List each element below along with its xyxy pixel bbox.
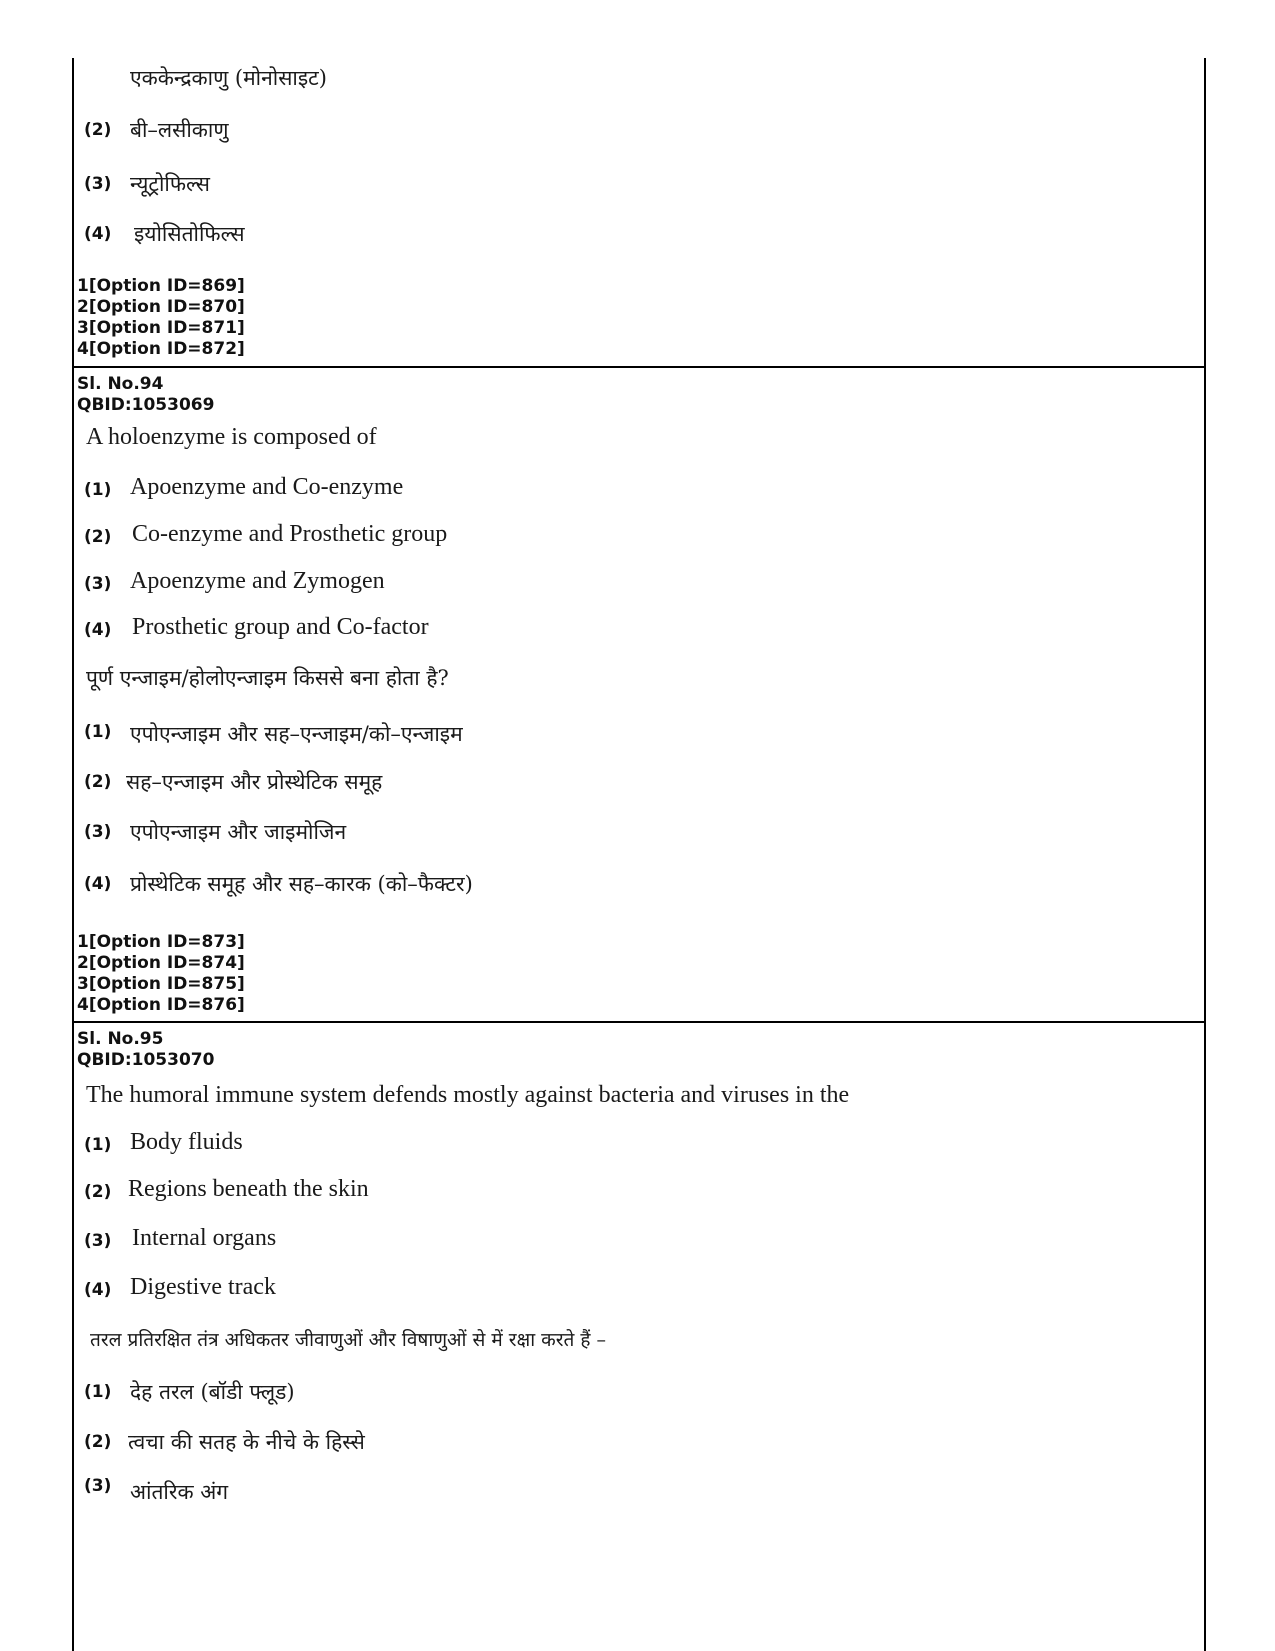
q94-qbid: QBID:1053069 <box>77 395 215 415</box>
question-frame <box>72 58 1206 1651</box>
q94-option-id-2: 2[Option ID=874] <box>77 953 245 973</box>
q93-hi-option2-text: बी–लसीकाणु <box>130 118 229 142</box>
divider-q93-q94 <box>74 366 1204 368</box>
q95-hi-option2-text: त्वचा की सतह के नीचे के हिस्से <box>128 1430 365 1454</box>
q93-option-id-3: 3[Option ID=871] <box>77 318 245 338</box>
q95-hi-option3-number: (3) <box>84 1476 112 1496</box>
q93-hi-option2-number: (2) <box>84 120 112 140</box>
q94-hi-option4-text: प्रोस्थेटिक समूह और सह–कारक (को–फैक्टर) <box>130 872 473 896</box>
q95-en-option4-text: Digestive track <box>130 1274 276 1300</box>
q95-en-option3-number: (3) <box>84 1231 112 1251</box>
q94-question-hindi: पूर्ण एन्जाइम/होलोएन्जाइम किससे बना होता है? <box>86 666 449 690</box>
q94-serial-number: Sl. No.94 <box>77 374 164 394</box>
q94-en-option3-number: (3) <box>84 574 112 594</box>
q94-hi-option1-number: (1) <box>84 722 112 742</box>
q93-hi-option3-text: न्यूट्रोफिल्स <box>130 172 210 196</box>
q95-hi-option3-text: आंतरिक अंग <box>130 1480 229 1504</box>
divider-q94-q95 <box>74 1021 1204 1023</box>
q93-option1-continuation: एककेन्द्रकाणु (मोनोसाइट) <box>130 66 327 90</box>
q95-en-option4-number: (4) <box>84 1280 112 1300</box>
q95-en-option2-text: Regions beneath the skin <box>128 1176 369 1202</box>
q94-en-option3-text: Apoenzyme and Zymogen <box>130 568 385 594</box>
q94-en-option4-text: Prosthetic group and Co-factor <box>132 614 429 640</box>
q93-option-id-1: 1[Option ID=869] <box>77 276 245 296</box>
q93-hi-option4-text: इयोसितोफिल्स <box>134 222 245 246</box>
q93-option-id-4: 4[Option ID=872] <box>77 339 245 359</box>
q94-hi-option2-number: (2) <box>84 772 112 792</box>
q94-en-option4-number: (4) <box>84 620 112 640</box>
q93-hi-option4-number: (4) <box>84 224 112 244</box>
q93-option-id-2: 2[Option ID=870] <box>77 297 245 317</box>
q94-en-option2-text: Co-enzyme and Prosthetic group <box>132 521 448 547</box>
q95-hi-option1-text: देह तरल (बॉडी फ्लूड) <box>130 1380 295 1404</box>
q95-hi-option2-number: (2) <box>84 1432 112 1452</box>
q93-hi-option3-number: (3) <box>84 174 112 194</box>
q94-option-id-4: 4[Option ID=876] <box>77 995 245 1015</box>
q95-question-hindi: तरल प्रतिरक्षित तंत्र अधिकतर जीवाणुओं और विषाणुओं से में रक्षा करते हैं – <box>90 1329 607 1351</box>
q94-option-id-1: 1[Option ID=873] <box>77 932 245 952</box>
q94-en-option1-number: (1) <box>84 480 112 500</box>
q94-hi-option4-number: (4) <box>84 874 112 894</box>
q95-en-option1-number: (1) <box>84 1135 112 1155</box>
q95-en-option1-text: Body fluids <box>130 1129 243 1155</box>
q95-serial-number: Sl. No.95 <box>77 1029 164 1049</box>
q95-en-option2-number: (2) <box>84 1182 112 1202</box>
q95-question-english: The humoral immune system defends mostly against bacteria and viruses in the <box>86 1082 850 1108</box>
q94-option-id-3: 3[Option ID=875] <box>77 974 245 994</box>
q94-hi-option1-text: एपोएन्जाइम और सह–एन्जाइम/को–एन्जाइम <box>130 722 463 746</box>
q94-question-english: A holoenzyme is composed of <box>86 424 377 450</box>
q94-hi-option2-text: सह–एन्जाइम और प्रोस्थेटिक समूह <box>126 770 383 794</box>
q95-en-option3-text: Internal organs <box>132 1225 277 1251</box>
q95-hi-option1-number: (1) <box>84 1382 112 1402</box>
q95-qbid: QBID:1053070 <box>77 1050 215 1070</box>
q94-en-option1-text: Apoenzyme and Co-enzyme <box>130 474 404 500</box>
q94-hi-option3-number: (3) <box>84 822 112 842</box>
q94-en-option2-number: (2) <box>84 527 112 547</box>
q94-hi-option3-text: एपोएन्जाइम और जाइमोजिन <box>130 820 347 844</box>
